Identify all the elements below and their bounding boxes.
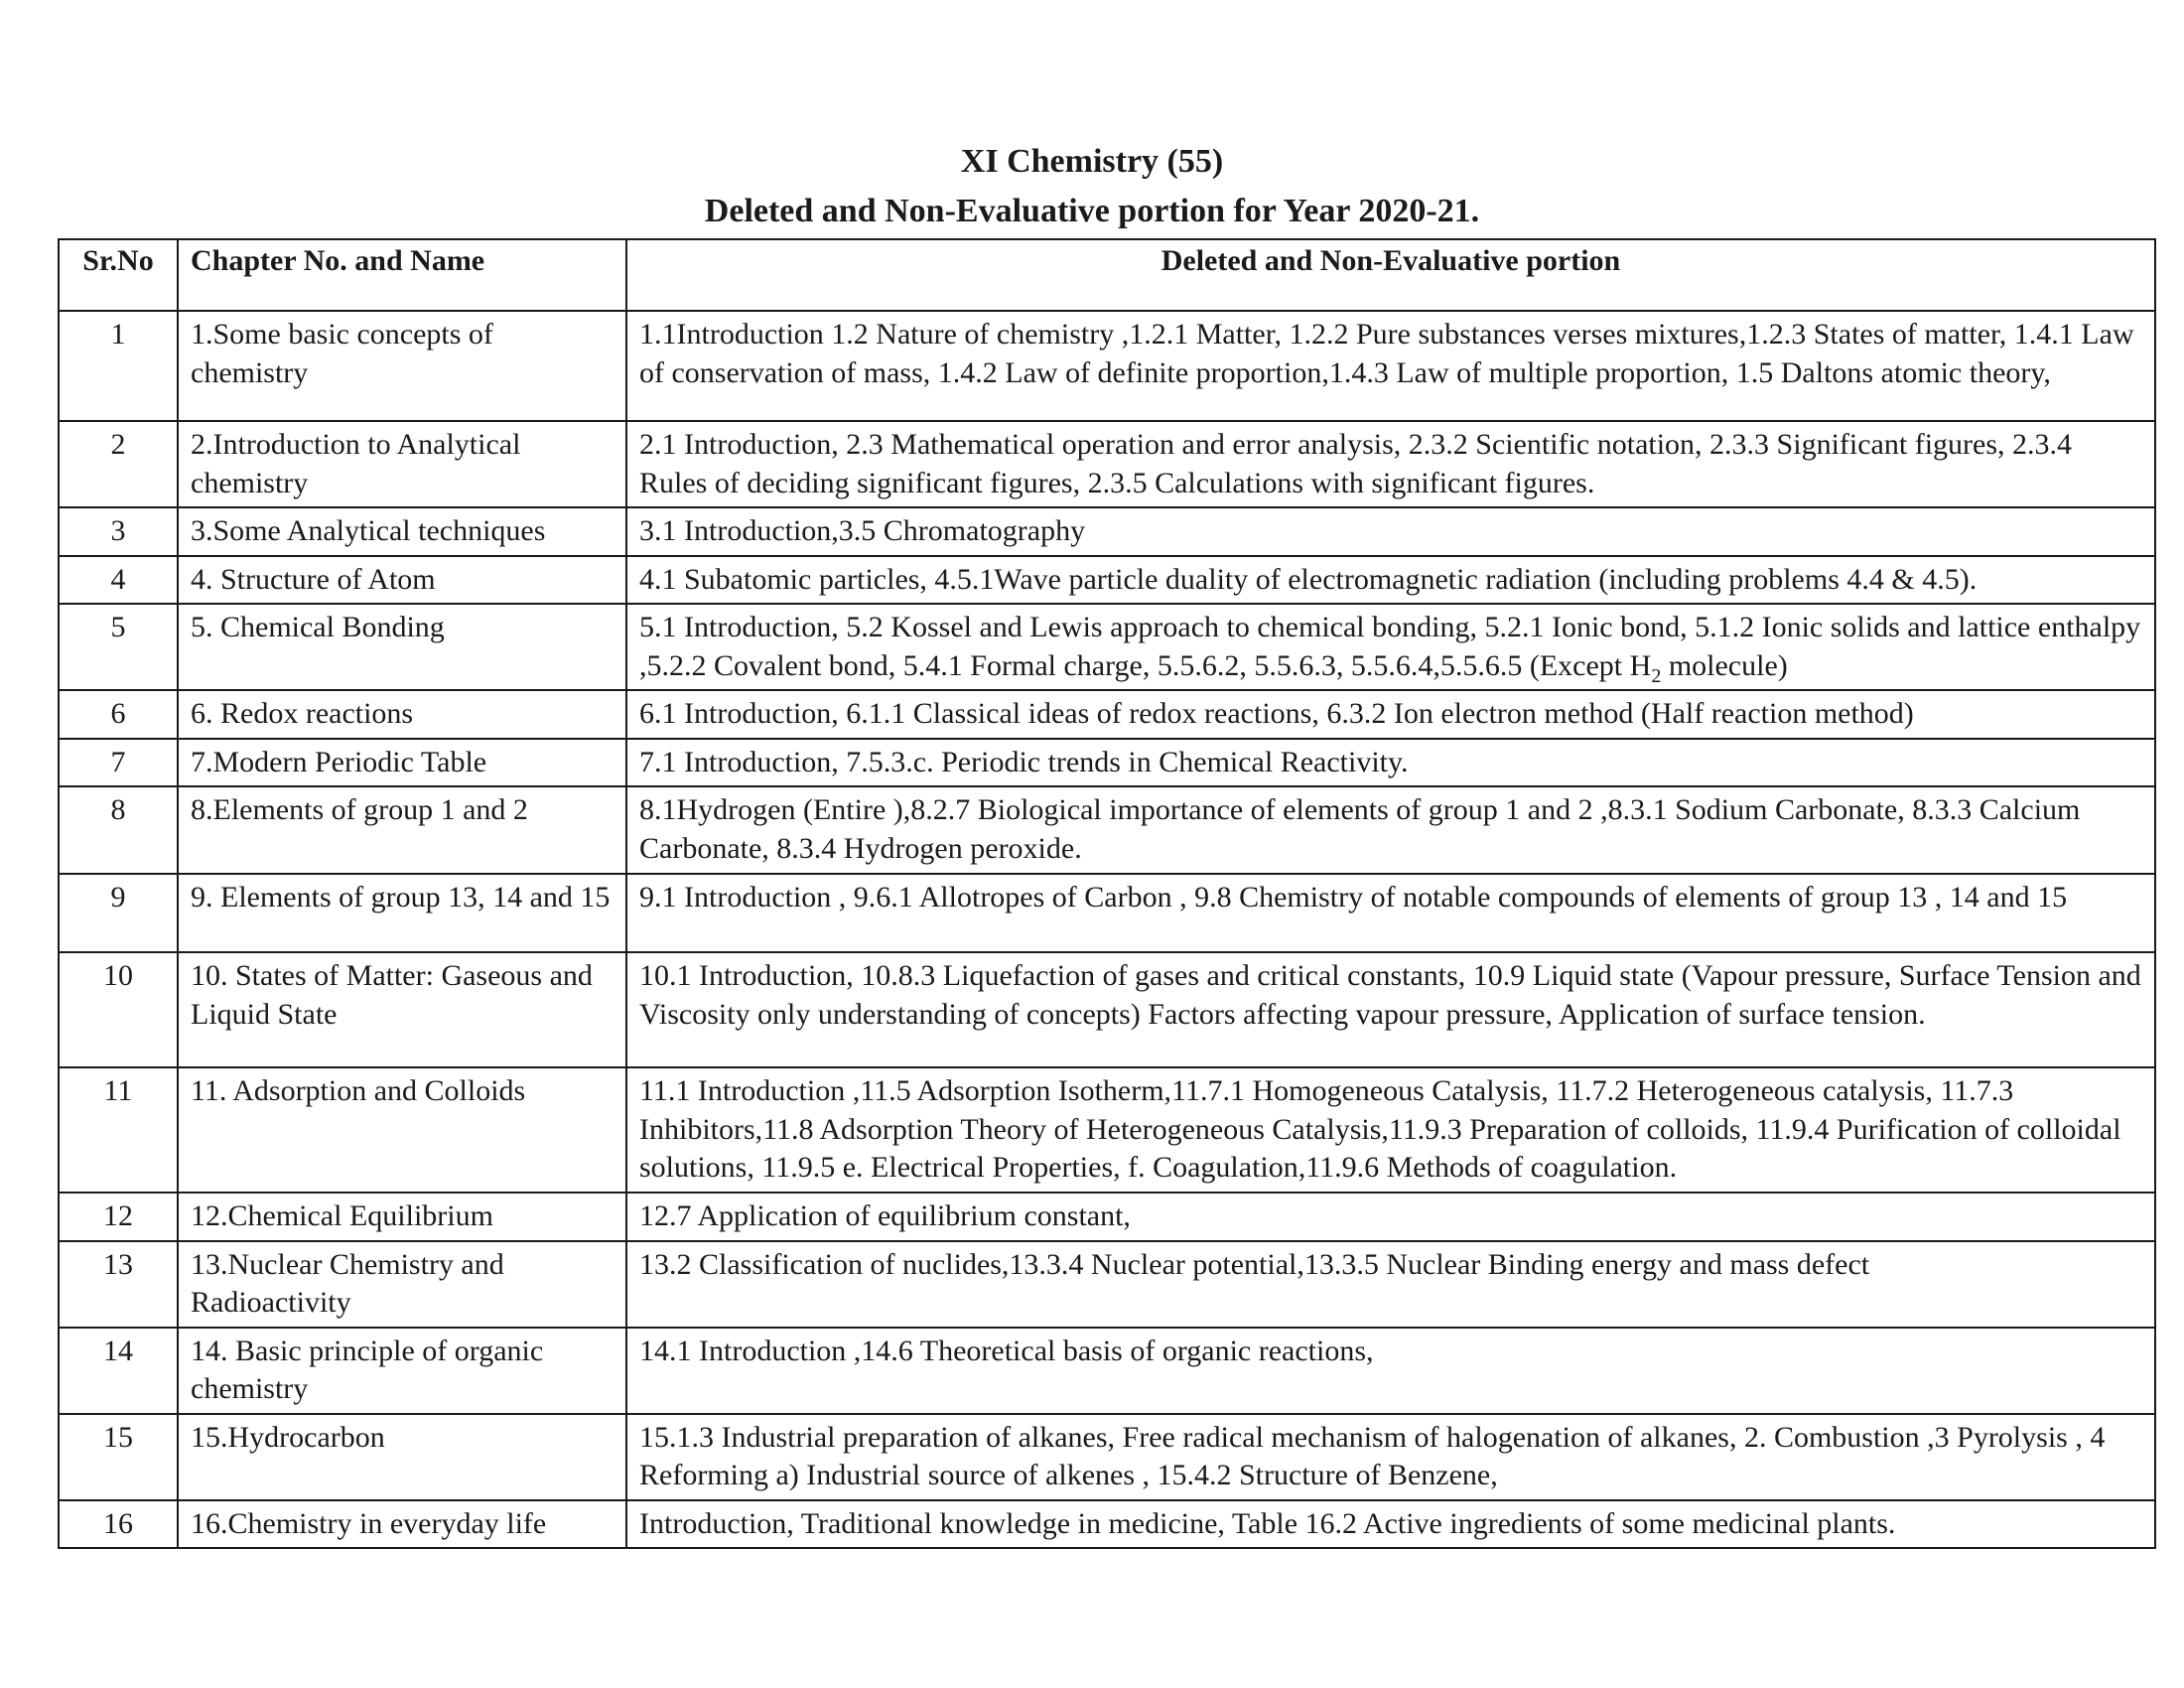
table-row	[59, 604, 2155, 690]
cell-chapter: 5. Chemical Bonding	[178, 604, 626, 690]
cell-chapter: 13.Nuclear Chemistry and Radioactivity	[178, 1241, 626, 1328]
table-row	[59, 311, 2155, 421]
cell-chapter: 15.Hydrocarbon	[178, 1414, 626, 1500]
table-row	[59, 1241, 2155, 1328]
cell-sr-no: 15	[59, 1414, 178, 1500]
subscript-2: 2	[1651, 664, 1662, 687]
cell-chapter: 12.Chemical Equilibrium	[178, 1193, 626, 1241]
document-title-block	[0, 137, 2184, 236]
cell-portion: 9.1 Introduction , 9.6.1 Allotropes of Carbon , 9.8 Chemistry of notable compounds of elements of group 13 , 14 and 15	[626, 874, 2155, 952]
cell-chapter: 1.Some basic concepts of chemistry	[178, 311, 626, 421]
cell-sr-no: 4	[59, 556, 178, 605]
table-row	[59, 421, 2155, 507]
document-subtitle: Deleted and Non-Evaluative portion for Year 2020-21.	[704, 193, 1480, 229]
cell-chapter: 4. Structure of Atom	[178, 556, 626, 605]
document-title: XI Chemistry (55)	[960, 143, 1224, 180]
table-row	[59, 786, 2155, 874]
cell-portion: 4.1 Subatomic particles, 4.5.1Wave particle duality of electromagnetic radiation (including problems 4.4 & 4.5).	[626, 556, 2155, 605]
cell-portion: 15.1.3 Industrial preparation of alkanes, Free radical mechanism of halogenation of alkanes, 2. Combustion ,3 Pyrolysis , 4 Reforming a) Industrial source of alkenes , 15.4.2 Structure of Benzene,	[626, 1414, 2155, 1500]
cell-sr-no: 3	[59, 507, 178, 556]
cell-chapter: 14. Basic principle of organic chemistry	[178, 1328, 626, 1414]
cell-portion: 13.2 Classification of nuclides,13.3.4 Nuclear potential,13.3.5 Nuclear Binding energy and mass defect	[626, 1241, 2155, 1328]
cell-portion: 6.1 Introduction, 6.1.1 Classical ideas of redox reactions, 6.3.2 Ion electron method (Half reaction method)	[626, 690, 2155, 739]
cell-sr-no: 16	[59, 1500, 178, 1549]
cell-chapter: 8.Elements of group 1 and 2	[178, 786, 626, 874]
cell-sr-no: 6	[59, 690, 178, 739]
cell-portion-text: 5.1 Introduction, 5.2 Kossel and Lewis approach to chemical bonding, 5.2.1 Ionic bond, 5.1.2 Ionic solids and lattice enthalpy ,5.2.2 Covalent bond, 5.4.1 Formal charge, 5.5.6.2, 5.5.6.3, 5.5.6.4,5.5.6.5 (Except H	[639, 611, 2141, 682]
cell-chapter: 9. Elements of group 13, 14 and 15	[178, 874, 626, 952]
table-row	[59, 1500, 2155, 1549]
cell-portion: Introduction, Traditional knowledge in medicine, Table 16.2 Active ingredients of some medicinal plants.	[626, 1500, 2155, 1549]
table-row	[59, 1328, 2155, 1414]
table-row	[59, 739, 2155, 787]
cell-chapter: 2.Introduction to Analytical chemistry	[178, 421, 626, 507]
cell-chapter: 11. Adsorption and Colloids	[178, 1067, 626, 1193]
cell-portion: 1.1Introduction 1.2 Nature of chemistry ,1.2.1 Matter, 1.2.2 Pure substances verses mixtures,1.2.3 States of matter, 1.4.1 Law of conservation of mass, 1.4.2 Law of definite proportion,1.4.3 Law of multiple proportion, 1.5 Daltons atomic theory,	[626, 311, 2155, 421]
cell-portion: 12.7 Application of equilibrium constant,	[626, 1193, 2155, 1241]
cell-portion: 8.1Hydrogen (Entire ),8.2.7 Biological importance of elements of group 1 and 2 ,8.3.1 Sodium Carbonate, 8.3.3 Calcium Carbonate, 8.3.4 Hydrogen peroxide.	[626, 786, 2155, 874]
header-portion: Deleted and Non-Evaluative portion	[626, 239, 2155, 311]
cell-sr-no: 13	[59, 1241, 178, 1328]
cell-portion: 10.1 Introduction, 10.8.3 Liquefaction of gases and critical constants, 10.9 Liquid state (Vapour pressure, Surface Tension and Viscosity only understanding of concepts) Factors affecting vapour pressure, Application of surface tension.	[626, 952, 2155, 1067]
table-header-row	[59, 239, 2155, 311]
cell-chapter: 7.Modern Periodic Table	[178, 739, 626, 787]
cell-portion: 7.1 Introduction, 7.5.3.c. Periodic trends in Chemical Reactivity.	[626, 739, 2155, 787]
table-row	[59, 556, 2155, 605]
cell-sr-no: 11	[59, 1067, 178, 1193]
cell-portion: 11.1 Introduction ,11.5 Adsorption Isotherm,11.7.1 Homogeneous Catalysis, 11.7.2 Heterogeneous catalysis, 11.7.3 Inhibitors,11.8 Adsorption Theory of Heterogeneous Catalysis,11.9.3 Preparation of colloids, 11.9.4 Purification of colloidal solutions, 11.9.5 e. Electrical Properties, f. Coagulation,11.9.6 Methods of coagulation.	[626, 1067, 2155, 1193]
cell-sr-no: 10	[59, 952, 178, 1067]
table-row	[59, 874, 2155, 952]
header-sr-no: Sr.No	[59, 239, 178, 311]
cell-portion: 2.1 Introduction, 2.3 Mathematical operation and error analysis, 2.3.2 Scientific notation, 2.3.3 Significant figures, 2.3.4 Rules of deciding significant figures, 2.3.5 Calculations with significant figures.	[626, 421, 2155, 507]
cell-chapter: 16.Chemistry in everyday life	[178, 1500, 626, 1549]
cell-sr-no: 14	[59, 1328, 178, 1414]
table-row	[59, 1414, 2155, 1500]
deleted-portion-table	[58, 238, 2156, 1549]
table-row	[59, 952, 2155, 1067]
table-row	[59, 690, 2155, 739]
cell-sr-no: 5	[59, 604, 178, 690]
cell-chapter: 6. Redox reactions	[178, 690, 626, 739]
cell-sr-no: 1	[59, 311, 178, 421]
cell-sr-no: 8	[59, 786, 178, 874]
cell-chapter: 10. States of Matter: Gaseous and Liquid State	[178, 952, 626, 1067]
cell-portion-text-end: molecule)	[1661, 648, 1788, 682]
table-row	[59, 507, 2155, 556]
header-chapter: Chapter No. and Name	[178, 239, 626, 311]
cell-sr-no: 2	[59, 421, 178, 507]
cell-portion: 14.1 Introduction ,14.6 Theoretical basis of organic reactions,	[626, 1328, 2155, 1414]
cell-chapter: 3.Some Analytical techniques	[178, 507, 626, 556]
cell-portion: 3.1 Introduction,3.5 Chromatography	[626, 507, 2155, 556]
cell-sr-no: 9	[59, 874, 178, 952]
cell-portion	[626, 604, 2155, 690]
cell-sr-no: 12	[59, 1193, 178, 1241]
table-row	[59, 1193, 2155, 1241]
table-row	[59, 1067, 2155, 1193]
cell-sr-no: 7	[59, 739, 178, 787]
